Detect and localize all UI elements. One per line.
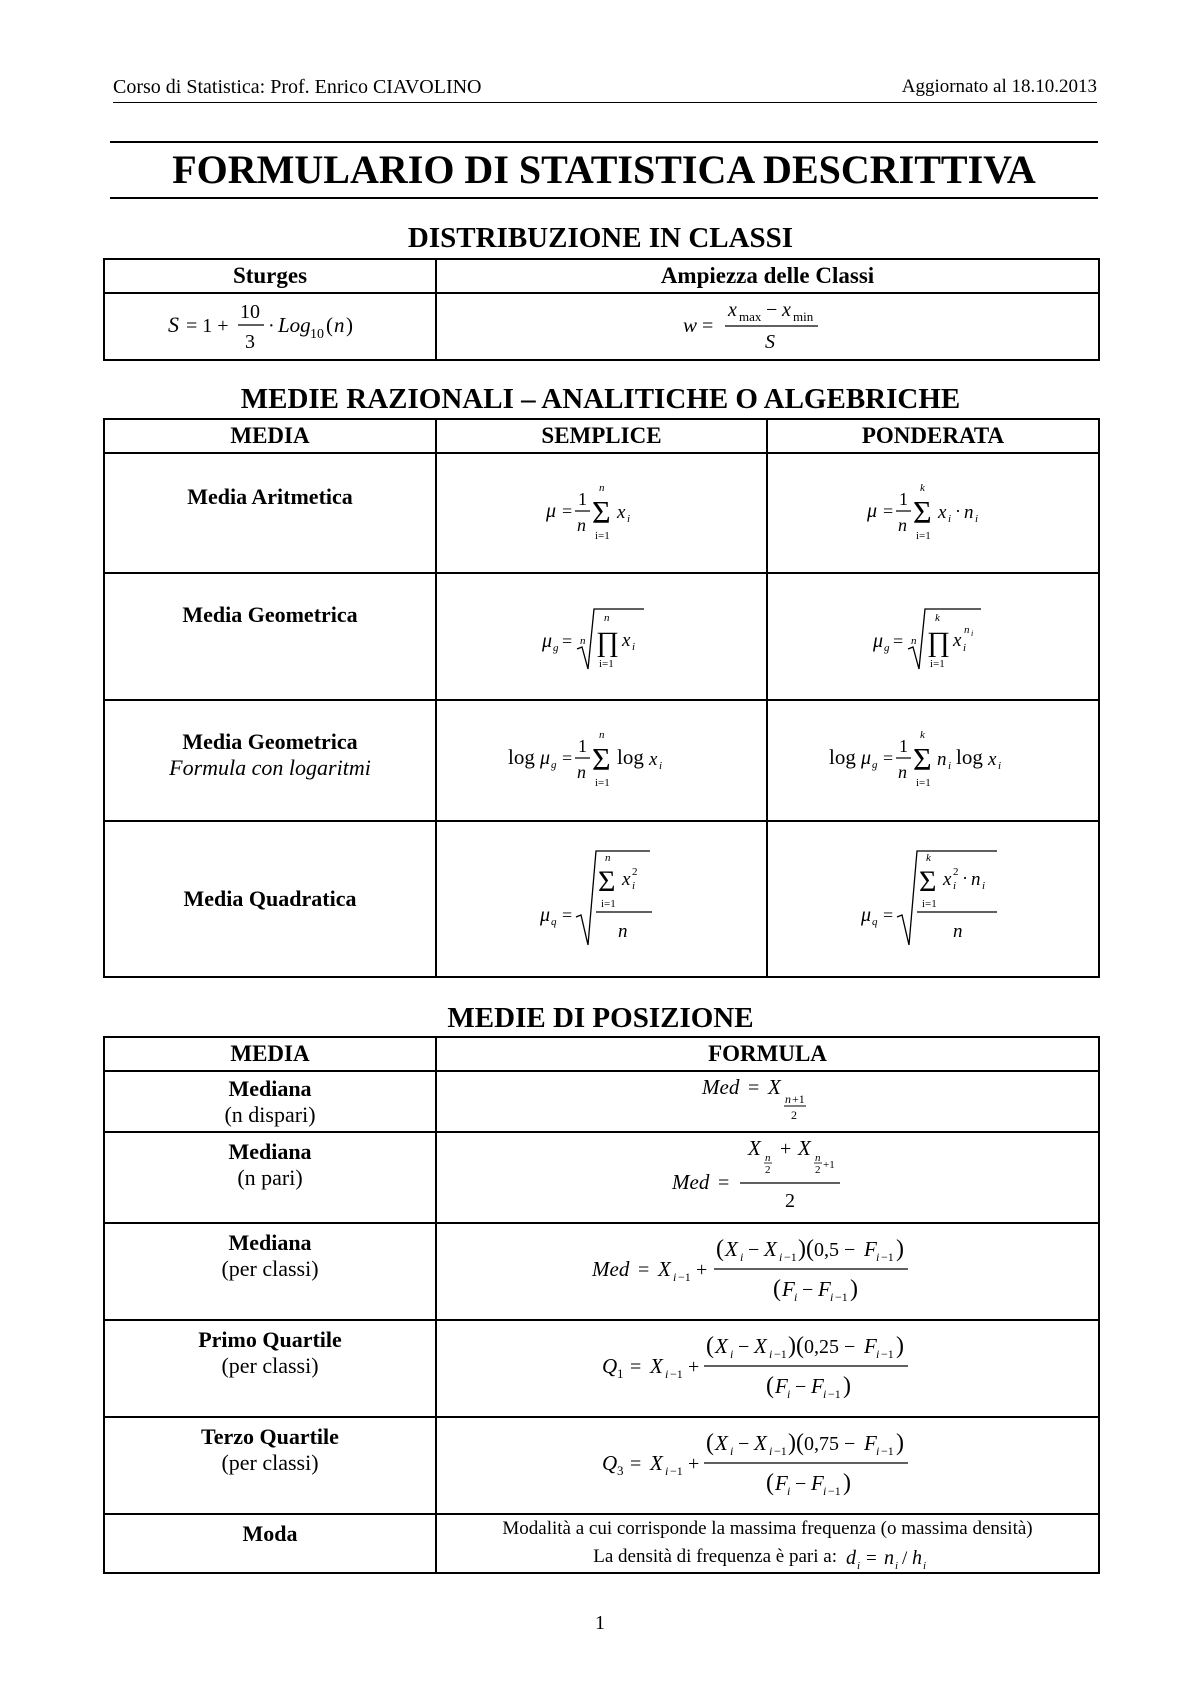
svg-text:−1: −1 (669, 1464, 683, 1478)
svg-text:i: i (822, 1387, 826, 1401)
table-row (104, 453, 1099, 573)
svg-text:i: i (664, 1464, 668, 1478)
mediana-pari-formula (436, 1132, 1099, 1223)
row-label: Primo Quartile (per classi) (104, 1320, 436, 1417)
svg-text:10: 10 (310, 327, 324, 342)
svg-text:μ: μ (539, 747, 550, 769)
svg-text:n: n (603, 612, 609, 624)
svg-text:μ: μ (861, 747, 872, 769)
classi-col-sturges: Sturges (104, 259, 436, 293)
svg-text:i=1: i=1 (916, 777, 931, 789)
section-posizione-heading: MEDIE DI POSIZIONE (447, 1002, 754, 1034)
svg-text:): ) (849, 1276, 858, 1302)
svg-text:x: x (727, 299, 737, 321)
svg-text:i=1: i=1 (930, 658, 945, 670)
svg-text:i: i (922, 1559, 926, 1572)
svg-text:−: − (801, 1279, 813, 1301)
svg-text:·: · (962, 867, 968, 888)
page-number: 1 (595, 1612, 605, 1634)
svg-text:=: = (637, 1259, 649, 1281)
svg-text:i: i (768, 1347, 772, 1361)
svg-text:X: X (724, 1237, 738, 1261)
terzo-quartile-formula (436, 1417, 1099, 1514)
moda-line1: Modalità a cui corrisponde la massima frequenza (o massima densità) (502, 1518, 1033, 1540)
svg-text:i: i (658, 760, 662, 772)
svg-text:log: log (956, 745, 983, 769)
table-row (104, 1132, 1099, 1223)
svg-text:n: n (953, 920, 963, 942)
svg-text:Log: Log (278, 313, 311, 337)
svg-text:=: = (883, 748, 894, 768)
svg-text:−1: −1 (677, 1270, 691, 1284)
classi-col-ampiezza: Ampiezza delle Classi (436, 259, 1099, 293)
svg-text:X: X (797, 1136, 811, 1160)
svg-text:d: d (845, 1546, 856, 1569)
svg-text:x: x (953, 630, 962, 651)
svg-text:+: + (779, 1138, 791, 1160)
svg-text:Σ: Σ (597, 864, 615, 898)
svg-text:x: x (988, 749, 997, 770)
svg-text:−: − (794, 1376, 806, 1398)
svg-text:Σ: Σ (913, 493, 932, 530)
svg-text:+: + (687, 1453, 699, 1475)
svg-text:X: X (747, 1136, 761, 1160)
svg-text:i: i (948, 760, 952, 772)
svg-text:i: i (778, 1250, 782, 1264)
table-row (104, 821, 1099, 977)
posizione-col-formula: FORMULA (436, 1037, 1099, 1071)
table-row (104, 1071, 1099, 1132)
svg-text:i: i (875, 1347, 879, 1361)
table-row (104, 1514, 1099, 1573)
svg-text:=: = (561, 500, 572, 521)
svg-text:i: i (786, 1484, 790, 1498)
posizione-col-media: MEDIA (104, 1037, 436, 1071)
quadratica-semplice-formula (436, 821, 767, 977)
classi-table (103, 258, 1100, 361)
svg-text:Σ: Σ (591, 741, 611, 777)
svg-text:): ) (842, 1470, 851, 1496)
row-label: Terzo Quartile (per classi) (104, 1417, 436, 1514)
svg-text:=: = (883, 904, 894, 925)
svg-text:=: = (561, 748, 572, 768)
svg-text:X: X (753, 1334, 767, 1358)
svg-text:1: 1 (616, 1366, 623, 1381)
svg-text:S: S (168, 312, 179, 337)
svg-text:n: n (814, 1152, 820, 1164)
geometrica-semplice-formula (436, 573, 767, 700)
section-classi-heading: DISTRIBUZIONE IN CLASSI (407, 222, 794, 254)
svg-text:+1: +1 (822, 1159, 835, 1171)
svg-text:n: n (937, 749, 947, 770)
svg-text:i: i (626, 512, 630, 525)
svg-text:i=1: i=1 (594, 777, 610, 789)
moda-description (436, 1514, 1099, 1573)
razionali-table (103, 418, 1100, 978)
svg-text:F: F (817, 1277, 831, 1301)
row-label: Moda (104, 1514, 436, 1573)
svg-text:k: k (935, 612, 940, 624)
svg-text:−1: −1 (880, 1444, 894, 1458)
svg-text:X: X (649, 1354, 663, 1378)
svg-text:n: n (334, 313, 345, 337)
svg-text:X: X (763, 1237, 777, 1261)
svg-text:n: n (617, 920, 627, 942)
svg-text:n: n (598, 729, 604, 741)
svg-text:=: = (629, 1356, 641, 1378)
svg-text:(: ( (326, 313, 333, 337)
svg-text:i=1: i=1 (922, 897, 937, 910)
svg-text:n: n (964, 624, 970, 636)
svg-text:(: ( (765, 1470, 774, 1496)
svg-text:(: ( (765, 1373, 774, 1399)
table-row (104, 1320, 1099, 1417)
svg-text:n: n (964, 501, 974, 523)
svg-text:Med: Med (701, 1075, 739, 1099)
aritmetica-ponderata-formula (767, 453, 1099, 573)
svg-text:0,75 −: 0,75 − (803, 1433, 855, 1455)
table-row (104, 700, 1099, 821)
ampiezza-formula (436, 293, 1099, 360)
svg-text:1: 1 (577, 736, 587, 756)
svg-text:Med: Med (671, 1170, 709, 1194)
razionali-col-semplice: SEMPLICE (436, 419, 767, 453)
svg-text:+: + (687, 1356, 699, 1378)
svg-text:x: x (621, 868, 630, 890)
row-sublabel: (n dispari) (224, 1101, 316, 1127)
svg-text:μ: μ (861, 903, 872, 926)
svg-text:= 1 +: = 1 + (186, 315, 229, 337)
svg-text:(: ( (705, 1333, 714, 1359)
svg-text:i: i (631, 641, 635, 653)
svg-text:log: log (616, 745, 644, 769)
svg-text:g: g (872, 759, 878, 771)
svg-text:F: F (781, 1277, 795, 1301)
svg-text:μ: μ (873, 630, 884, 652)
svg-text:n: n (576, 514, 586, 535)
svg-text:−1: −1 (834, 1290, 848, 1304)
svg-text:i: i (729, 1347, 733, 1361)
svg-text:−1: −1 (880, 1250, 894, 1264)
svg-text:n: n (598, 481, 604, 494)
svg-text:=: = (893, 631, 904, 651)
svg-text:n: n (898, 514, 907, 535)
svg-text:10: 10 (240, 301, 260, 323)
svg-text:−: − (794, 1473, 806, 1495)
svg-text:x: x (616, 501, 625, 523)
razionali-col-ponderata: PONDERATA (767, 419, 1099, 453)
svg-text:−: − (737, 1433, 749, 1455)
svg-text:X: X (753, 1431, 767, 1455)
row-label: Mediana (n pari) (104, 1132, 436, 1223)
header-updated: Aggiornato al 18.10.2013 (901, 76, 1097, 97)
svg-text:2: 2 (784, 1190, 795, 1212)
svg-text:=: = (883, 500, 894, 521)
svg-text:n: n (784, 1092, 791, 1106)
svg-text:i: i (975, 512, 979, 525)
svg-text:h: h (911, 1546, 922, 1569)
svg-text:i: i (739, 1250, 743, 1264)
svg-text:F: F (863, 1431, 877, 1455)
svg-text:Med: Med (591, 1257, 629, 1281)
svg-text:−1: −1 (669, 1367, 683, 1381)
svg-text:−1: −1 (773, 1444, 787, 1458)
svg-text:=: = (561, 904, 572, 925)
svg-text:/: / (901, 1547, 908, 1569)
svg-text:min: min (792, 309, 813, 324)
svg-text:n: n (971, 868, 981, 890)
svg-text:·: · (955, 500, 961, 521)
svg-text:X: X (649, 1451, 663, 1475)
posizione-table (103, 1036, 1100, 1574)
svg-text:·: · (268, 315, 275, 337)
row-sublabel: (per classi) (221, 1256, 319, 1281)
svg-text:X: X (714, 1431, 728, 1455)
svg-text:Σ: Σ (919, 864, 937, 898)
svg-text:F: F (774, 1374, 788, 1398)
svg-text:=: = (561, 631, 572, 651)
svg-text:x: x (648, 749, 657, 770)
svg-text:n: n (883, 1546, 894, 1569)
svg-text:i: i (953, 879, 957, 892)
svg-text:w: w (682, 313, 697, 337)
page-title: FORMULARIO DI STATISTICA DESCRITTIVA (110, 141, 1098, 199)
svg-text:k: k (926, 851, 931, 864)
svg-text:−1: −1 (783, 1250, 797, 1264)
svg-text:=: = (865, 1547, 877, 1569)
row-label: Mediana (n dispari) (104, 1071, 436, 1132)
table-row (104, 1223, 1099, 1320)
svg-text:X: X (714, 1334, 728, 1358)
svg-text:2: 2 (953, 865, 959, 878)
svg-text:−: − (765, 299, 777, 321)
svg-text:i: i (793, 1290, 797, 1304)
svg-text:g: g (884, 642, 890, 654)
svg-text:n: n (764, 1152, 770, 1164)
svg-text:∏: ∏ (595, 627, 619, 658)
svg-text:F: F (810, 1471, 824, 1495)
svg-text:)(: )( (797, 1236, 814, 1262)
svg-text:i: i (729, 1444, 733, 1458)
svg-text:∏: ∏ (927, 627, 951, 658)
svg-text:i: i (829, 1290, 833, 1304)
svg-text:2: 2 (764, 1164, 770, 1176)
svg-text:X: X (657, 1257, 671, 1281)
svg-text:i: i (672, 1270, 676, 1284)
svg-text:2: 2 (814, 1164, 820, 1176)
geometrica-ponderata-formula (767, 573, 1099, 700)
svg-text:g: g (550, 759, 556, 771)
svg-text:Q: Q (601, 1451, 617, 1475)
svg-text:): ) (895, 1236, 904, 1262)
svg-text:+: + (695, 1259, 707, 1281)
row-sublabel: (per classi) (221, 1353, 319, 1378)
svg-text:F: F (774, 1471, 788, 1495)
row-label: Media Aritmetica (104, 453, 436, 573)
svg-text:F: F (863, 1334, 877, 1358)
svg-text:k: k (920, 481, 925, 494)
svg-text:F: F (863, 1237, 877, 1261)
svg-text:i: i (875, 1444, 879, 1458)
geometrica-log-semplice-formula (436, 700, 767, 821)
svg-text:2: 2 (631, 865, 637, 878)
svg-text:i=1: i=1 (594, 529, 610, 542)
svg-text:−1: −1 (827, 1387, 841, 1401)
svg-text:μ: μ (867, 499, 878, 522)
razionali-col-media: MEDIA (104, 419, 436, 453)
svg-text:): ) (842, 1373, 851, 1399)
svg-text:i=1: i=1 (916, 529, 931, 542)
svg-text:max: max (738, 309, 761, 324)
svg-text:1: 1 (899, 736, 908, 756)
row-label: Media Geometrica (104, 573, 436, 700)
svg-text:−1: −1 (773, 1347, 787, 1361)
svg-text:i: i (948, 512, 952, 525)
svg-text:)(: )( (787, 1430, 804, 1456)
page-header (113, 72, 1097, 103)
svg-text:Σ: Σ (913, 741, 932, 777)
svg-text:i: i (768, 1444, 772, 1458)
svg-text:i: i (963, 642, 967, 654)
sturges-formula (104, 293, 436, 360)
mediana-dispari-formula (436, 1071, 1099, 1132)
svg-text:)(: )( (787, 1333, 804, 1359)
svg-text:S: S (764, 331, 775, 353)
svg-text:i: i (856, 1559, 860, 1572)
svg-text:x: x (781, 299, 791, 321)
row-sublabel: (per classi) (221, 1450, 319, 1475)
svg-text:−1: −1 (827, 1484, 841, 1498)
svg-text:k: k (920, 729, 925, 741)
svg-text:x: x (621, 630, 630, 651)
svg-text:i: i (971, 629, 974, 638)
svg-text:log: log (507, 745, 535, 769)
svg-text:i: i (894, 1559, 898, 1572)
svg-text:x: x (938, 501, 947, 523)
svg-text:i=1: i=1 (600, 897, 616, 910)
svg-text:): ) (895, 1430, 904, 1456)
row-label: Media Quadratica (104, 821, 436, 977)
primo-quartile-formula (436, 1320, 1099, 1417)
svg-text:q: q (872, 915, 878, 928)
svg-text:−: − (737, 1336, 749, 1358)
svg-text:1: 1 (577, 488, 587, 509)
moda-line2: La densità di frequenza è pari a: d i = n i / h i (593, 1546, 926, 1572)
svg-text:i: i (998, 760, 1002, 772)
svg-text:μ: μ (539, 903, 550, 926)
header-course: Corso di Statistica: Prof. Enrico CIAVOLINO (113, 76, 482, 98)
svg-text:i: i (664, 1367, 668, 1381)
quadratica-ponderata-formula (767, 821, 1099, 977)
svg-text:F: F (810, 1374, 824, 1398)
svg-text:Q: Q (601, 1354, 617, 1378)
svg-text:0,5 −: 0,5 − (813, 1239, 855, 1261)
svg-text:(: ( (715, 1236, 724, 1262)
svg-text:i: i (786, 1387, 790, 1401)
svg-text:n: n (911, 635, 917, 647)
svg-text:3: 3 (616, 1463, 623, 1478)
svg-text:q: q (550, 915, 556, 928)
svg-text:3: 3 (245, 331, 255, 353)
svg-text:n: n (576, 762, 586, 782)
svg-text:0,25 −: 0,25 − (803, 1336, 855, 1358)
svg-text:i=1: i=1 (598, 658, 614, 670)
svg-text:i: i (822, 1484, 826, 1498)
svg-text:2: 2 (790, 1108, 797, 1122)
svg-text:i: i (982, 879, 986, 892)
svg-text:): ) (346, 313, 353, 337)
svg-text:g: g (552, 642, 558, 654)
mediana-classi-formula (436, 1223, 1099, 1320)
svg-text:1: 1 (899, 488, 908, 509)
geometrica-log-ponderata-formula (767, 700, 1099, 821)
svg-text:n: n (604, 851, 610, 864)
svg-text:n: n (898, 762, 907, 782)
svg-text:i: i (631, 879, 635, 892)
svg-text:=: = (629, 1453, 641, 1475)
svg-text:i: i (875, 1250, 879, 1264)
section-razionali-heading: MEDIE RAZIONALI – ANALITICHE O ALGEBRICHE (240, 383, 961, 415)
svg-text:−: − (747, 1239, 759, 1261)
svg-text:(: ( (705, 1430, 714, 1456)
svg-text:Σ: Σ (591, 493, 611, 530)
svg-text:): ) (895, 1333, 904, 1359)
table-row (104, 573, 1099, 700)
row-sublabel: Formula con logaritmi (169, 755, 371, 780)
svg-text:=: = (717, 1172, 729, 1194)
svg-text:x: x (943, 868, 952, 890)
svg-text:μ: μ (545, 499, 556, 522)
svg-text:−1: −1 (880, 1347, 894, 1361)
svg-text:n: n (579, 635, 585, 647)
svg-text:+1: +1 (791, 1092, 805, 1106)
row-label: Mediana (per classi) (104, 1223, 436, 1320)
row-sublabel: (n pari) (237, 1165, 303, 1190)
svg-text:log: log (829, 745, 856, 769)
svg-text:=: = (701, 315, 713, 337)
svg-text:=: = (747, 1077, 759, 1099)
table-row (104, 1417, 1099, 1514)
svg-text:X: X (767, 1075, 781, 1099)
aritmetica-semplice-formula (436, 453, 767, 573)
svg-text:μ: μ (541, 630, 552, 652)
svg-text:(: ( (772, 1276, 781, 1302)
row-label: Media Geometrica Formula con logaritmi (104, 700, 436, 821)
